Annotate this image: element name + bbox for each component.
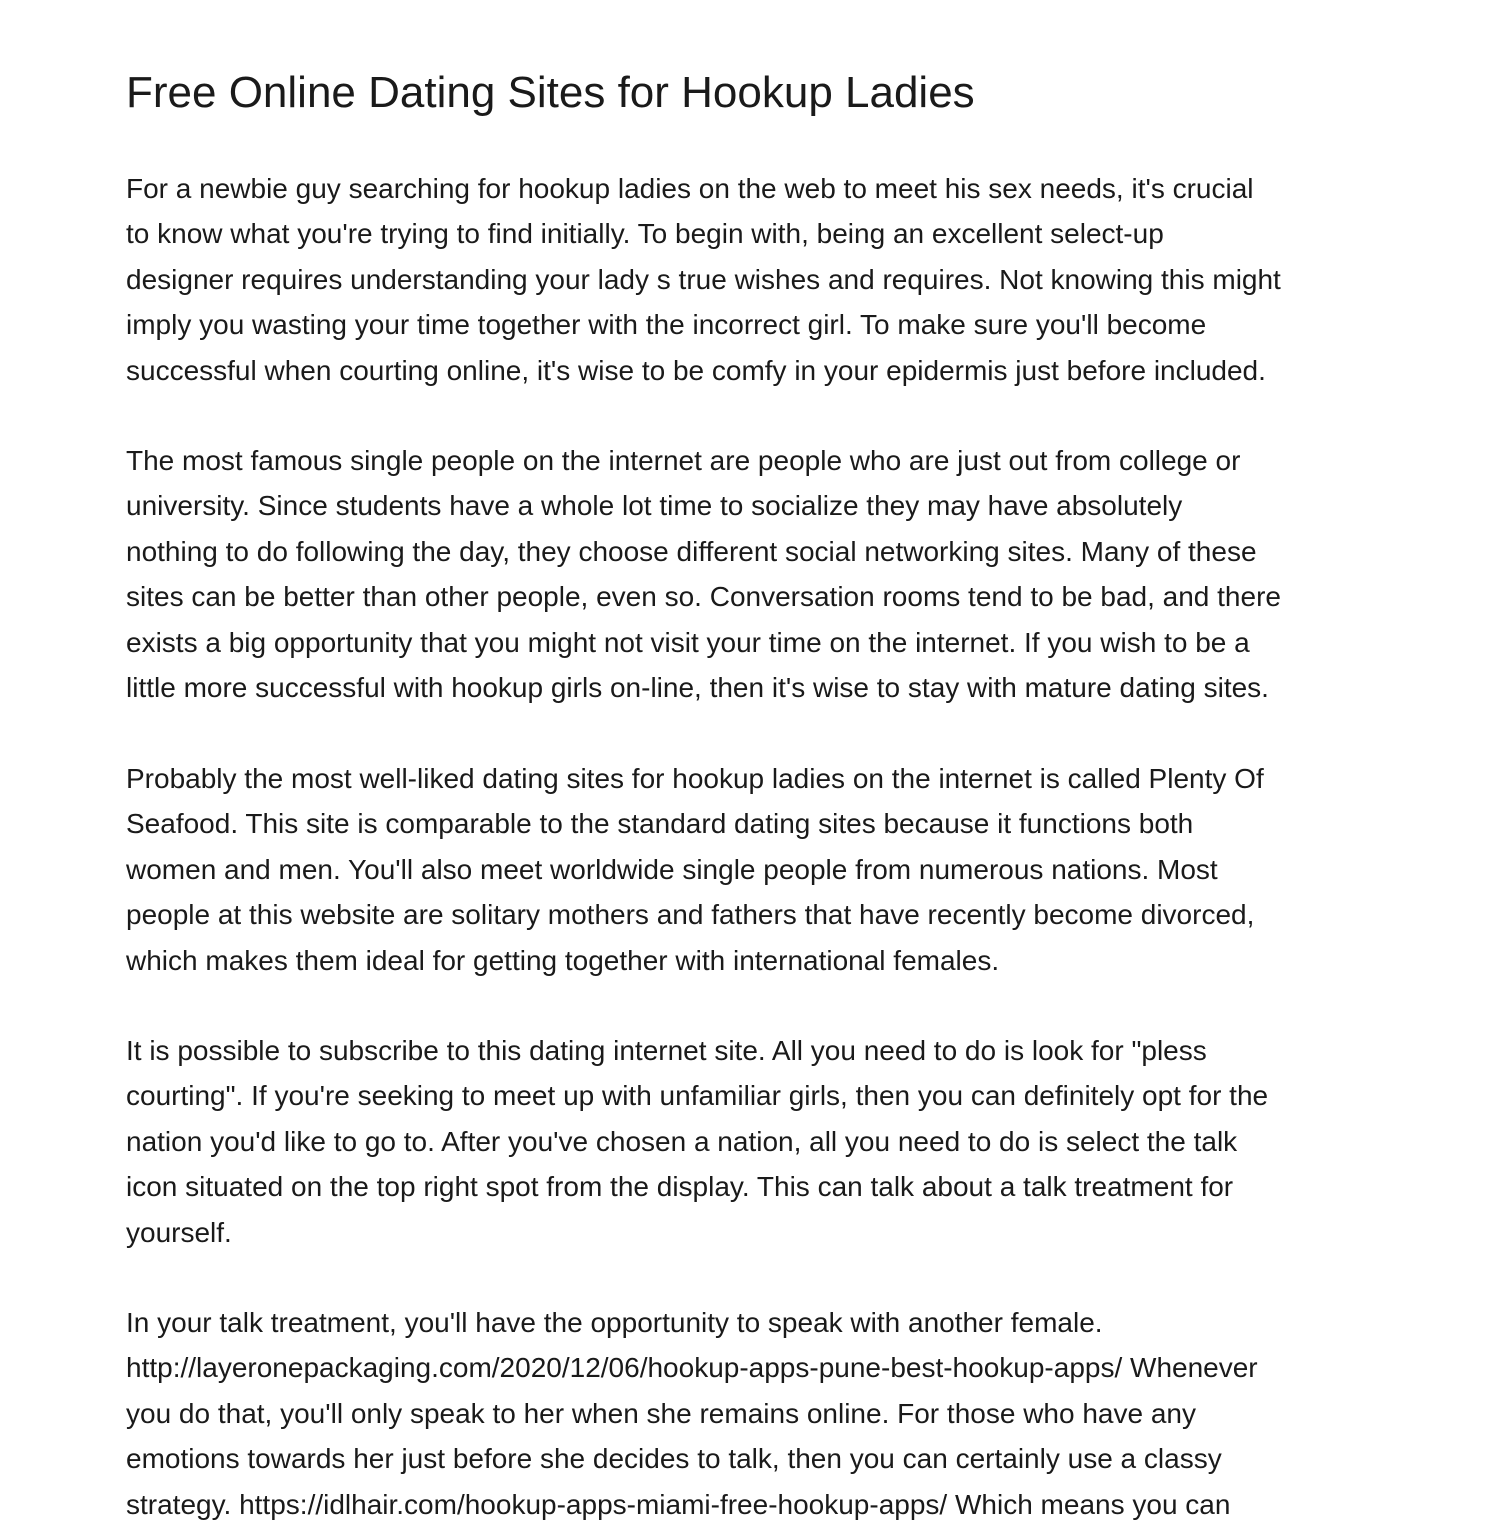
text-line: http://layeronepackaging.com/2020/12/06/hookup-apps-pune-best-hookup-apps/ Whenever [126,1352,1258,1384]
text-line: exists a big opportunity that you might not visit your time on the internet. If you wish to be a [126,626,1250,658]
text-line: designer requires understanding your lady s true wishes and requires. Not knowing this might [126,263,1281,295]
text-line: Seafood. This site is comparable to the standard dating sites because it functions both [126,808,1194,840]
text-line: For a newbie guy searching for hookup ladies on the web to meet his sex needs, it's crucial [126,173,1254,204]
text-line: strategy. https://idlhair.com/hookup-apps-miami-free-hookup-apps/ Which means you can [126,1488,1231,1520]
text-line: to know what you're trying to find initially. To begin with, being an excellent select-up [126,218,1164,250]
paragraph-4 [126,1028,1268,1255]
text-line: emotions towards her just before she decides to talk, then you can certainly use a classy [126,1443,1222,1475]
text-line: sites can be better than other people, even so. Conversation rooms tend to be bad, and there [126,581,1281,613]
text-line: icon situated on the top right spot from the display. This can talk about a talk treatment for [126,1171,1234,1203]
text-line: The most famous single people on the internet are people who are just out from college or [126,445,1241,476]
text-line: It is possible to subscribe to this dating internet site. All you need to do is look for "pless [126,1035,1207,1066]
text-line: nation you'd like to go to. After you've chosen a nation, all you need to do is select the talk [126,1125,1238,1157]
text-line: you do that, you'll only speak to her when she remains online. For those who have any [126,1397,1196,1429]
paragraph-2 [126,438,1281,710]
text-line: people at this website are solitary mothers and fathers that have recently become divorced, [126,899,1255,931]
text-line: Probably the most well-liked dating sites for hookup ladies on the internet is called Plenty Of [126,763,1264,794]
text-line: In your talk treatment, you'll have the opportunity to speak with another female. [126,1307,1103,1338]
text-line: women and men. You'll also meet worldwide single people from numerous nations. Most [126,853,1218,885]
paragraph-3 [126,756,1264,983]
text-line: which makes them ideal for getting together with international females. [126,944,1000,976]
text-line: yourself. [126,1216,232,1248]
text-line: successful when courting online, it's wise to be comfy in your epidermis just before included. [126,354,1266,386]
text-line: nothing to do following the day, they choose different social networking sites. Many of these [126,535,1257,567]
text-line: little more successful with hookup girls on-line, then it's wise to stay with mature dating sites. [126,672,1269,704]
text-line: university. Since students have a whole lot time to socialize they may have absolutely [126,490,1183,522]
paragraph-1 [126,166,1281,393]
text-line: courting". If you're seeking to meet up with unfamiliar girls, then you can definitely opt for the [126,1080,1269,1112]
text-line: imply you wasting your time together with the incorrect girl. To make sure you'll become [126,309,1207,341]
paragraph-5 [126,1300,1258,1527]
document-title: Free Online Dating Sites for Hookup Ladies [126,68,975,117]
